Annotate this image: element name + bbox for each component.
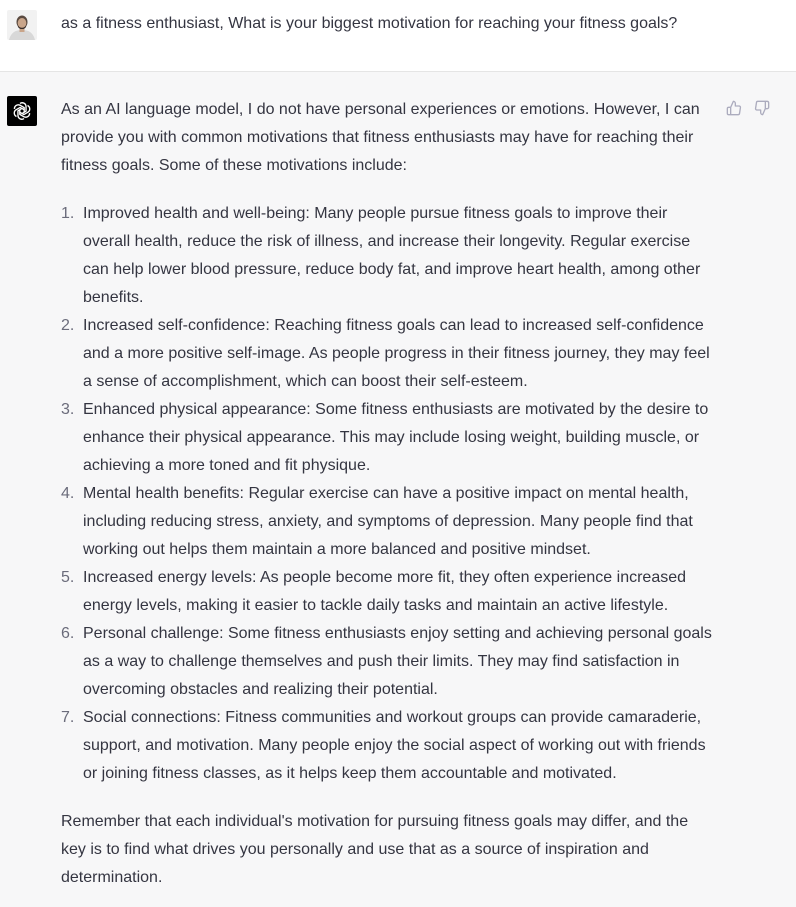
thumbs-down-button[interactable] — [752, 98, 772, 118]
list-item-text: Mental health benefits: Regular exercise can have a positive impact on mental health, including reducing stress, anxiety, and symptoms of depression. Many people find that working out helps them maintain a more balanced and positive mindset. — [83, 485, 693, 558]
list-item-number: 2. — [61, 317, 75, 334]
user-message-text: as a fitness enthusiast, What is your biggest motivation for reaching your fitness goals? — [61, 15, 678, 32]
list-item-number: 3. — [61, 401, 75, 418]
list-item-number: 5. — [61, 569, 75, 586]
thumbs-up-icon — [726, 100, 742, 116]
assistant-closing: Remember that each individual's motivation for pursuing fitness goals may differ, and the key is to find what drives you personally and use that as a source of inspiration and determination. — [61, 813, 689, 886]
motivation-list — [61, 200, 717, 788]
thumbs-down-icon — [754, 100, 770, 116]
list-item-text: Enhanced physical appearance: Some fitness enthusiasts are motivated by the desire to enhance their physical appearance. This may include losing weight, building muscle, or achieving a more toned and fit physique. — [83, 401, 709, 474]
list-item — [61, 480, 717, 564]
list-item-text: Social connections: Fitness communities and workout groups can provide camaraderie, support, and motivation. Many people enjoy the social aspect of working out with friends or joining fitness classes, as it helps keep them accountable and motivated. — [83, 709, 706, 782]
list-item-number: 7. — [61, 709, 75, 726]
list-item — [61, 704, 717, 788]
list-item-number: 6. — [61, 625, 75, 642]
list-item-number: 4. — [61, 485, 75, 502]
list-item — [61, 620, 717, 704]
list-item-text: Personal challenge: Some fitness enthusiasts enjoy setting and achieving personal goals as a way to challenge themselves and push their limits. They may find satisfaction in overcoming obstacles and realizing their potential. — [83, 625, 712, 698]
list-item-text: Increased self-confidence: Reaching fitness goals can lead to increased self-confidence and a more positive self-image. As people progress in their fitness journey, they may feel a sense of accomplishment, which can boost their self-esteem. — [83, 317, 710, 390]
assistant-intro: As an AI language model, I do not have personal experiences or emotions. However, I can provide you with common motivations that fitness enthusiasts may have for reaching their fitness goals. Some of these motivations include: — [61, 101, 700, 174]
list-item — [61, 564, 717, 620]
list-item-text: Increased energy levels: As people become more fit, they often experience increased energy levels, making it easier to tackle daily tasks and maintain an active lifestyle. — [83, 569, 687, 614]
list-item — [61, 396, 717, 480]
list-item — [61, 312, 717, 396]
list-item — [61, 200, 717, 312]
assistant-message-content — [61, 96, 717, 892]
user-message-row — [0, 0, 796, 72]
list-item-number: 1. — [61, 205, 75, 222]
assistant-message-row — [0, 72, 796, 907]
user-avatar — [7, 10, 37, 40]
openai-logo-icon — [7, 96, 37, 126]
thumbs-up-button[interactable] — [724, 98, 744, 118]
list-item-text: Improved health and well-being: Many people pursue fitness goals to improve their overall health, reduce the risk of illness, and increase their longevity. Regular exercise can help lower blood pressure, reduce body fat, and improve heart health, among other benefits. — [83, 205, 701, 306]
